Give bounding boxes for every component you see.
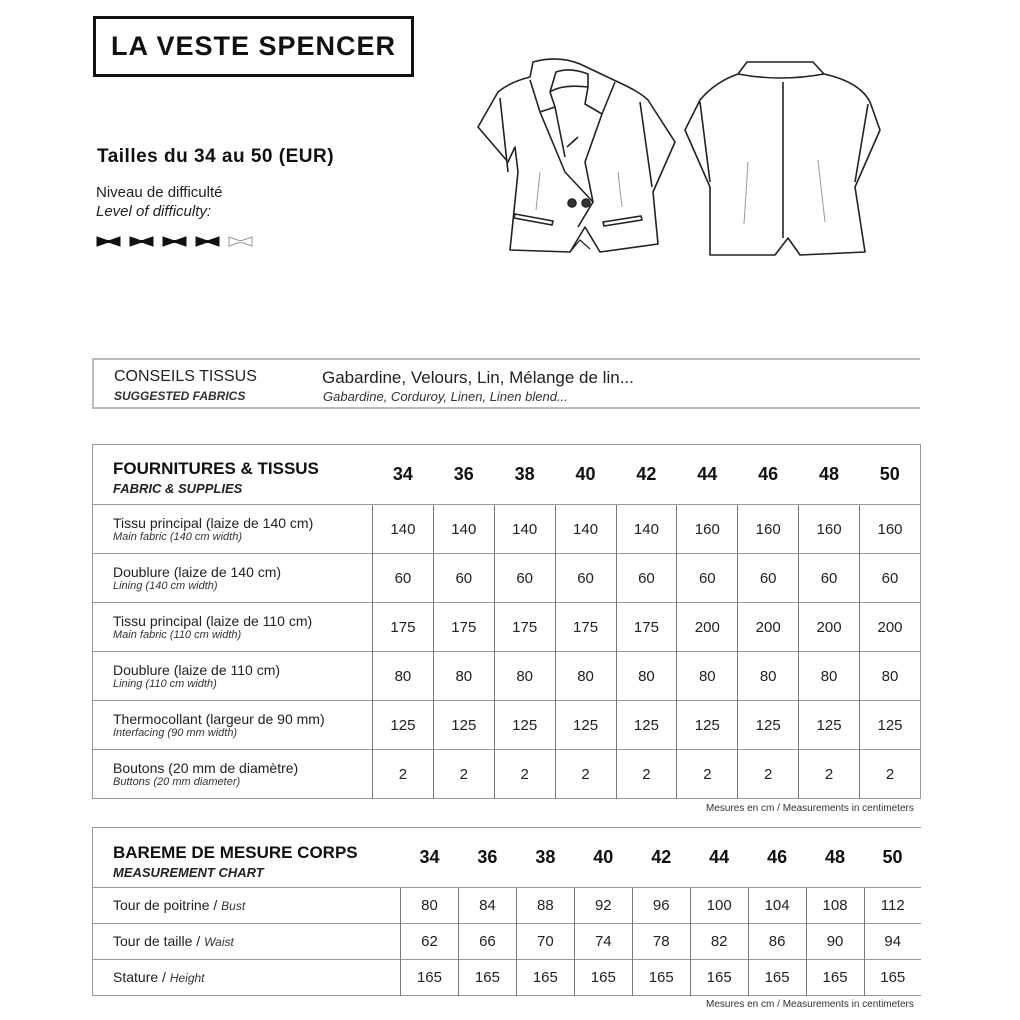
supplies-value-cell: 125 — [494, 701, 555, 750]
measurement-value-cell: 84 — [458, 888, 516, 924]
supplies-value-cell: 80 — [799, 652, 860, 701]
supplies-value-cell: 160 — [677, 505, 738, 554]
row-label-fr: Tour de poitrine / — [113, 896, 222, 913]
supplies-value-cell: 125 — [555, 701, 616, 750]
measurement-value-cell: 62 — [401, 924, 459, 960]
bowtie-icon-empty — [228, 236, 253, 247]
row-label-fr: Thermocollant (largeur de 90 mm) — [113, 711, 325, 727]
supplies-row — [93, 701, 921, 750]
supplies-value-cell: 2 — [677, 750, 738, 799]
measurement-size-header: 34 — [419, 847, 440, 867]
supplies-size-header: 48 — [819, 464, 840, 484]
supplies-value-cell: 2 — [494, 750, 555, 799]
measurement-value-cell: 112 — [864, 888, 921, 924]
measurement-value-cell: 66 — [458, 924, 516, 960]
fabrics-title-en: SUGGESTED FABRICS — [114, 389, 246, 403]
supplies-size-header: 40 — [575, 464, 596, 484]
supplies-value-cell: 2 — [555, 750, 616, 799]
supplies-title-cell — [93, 445, 373, 505]
supplies-row-label — [93, 603, 373, 652]
supplies-value-cell: 200 — [677, 603, 738, 652]
supplies-size-header: 34 — [392, 464, 413, 484]
supplies-table — [92, 444, 921, 799]
supplies-value-cell: 60 — [799, 554, 860, 603]
measurement-size-header: 48 — [825, 847, 846, 867]
supplies-value-cell: 125 — [616, 701, 677, 750]
supplies-value-cell: 160 — [799, 505, 860, 554]
measurement-value-cell: 70 — [516, 924, 574, 960]
fabrics-value-fr: Gabardine, Velours, Lin, Mélange de lin... — [322, 368, 634, 387]
supplies-size-header: 46 — [758, 464, 779, 484]
measurement-value-cell: 165 — [516, 960, 574, 996]
supplies-value-cell: 60 — [738, 554, 799, 603]
measurement-title-cell — [93, 828, 401, 888]
measurement-row-label — [93, 888, 401, 924]
difficulty-label-en: Level of difficulty: — [96, 203, 212, 220]
row-label-fr: Tissu principal (laize de 140 cm) — [113, 515, 314, 531]
supplies-value-cell: 60 — [555, 554, 616, 603]
measurement-value-cell: 165 — [806, 960, 864, 996]
supplies-value-cell: 2 — [860, 750, 921, 799]
supplies-value-cell: 175 — [616, 603, 677, 652]
row-label-en: Main fabric (110 cm width) — [113, 629, 242, 641]
measurement-row — [93, 888, 922, 924]
measurement-size-header: 40 — [593, 847, 614, 867]
measurement-value-cell: 88 — [516, 888, 574, 924]
measurement-size-header: 42 — [651, 847, 672, 867]
measurement-unit-note: Mesures en cm / Measurements in centimeters — [706, 999, 914, 1010]
supplies-value-cell: 80 — [433, 652, 494, 701]
supplies-value-cell: 140 — [555, 505, 616, 554]
row-label-fr: Boutons (20 mm de diamètre) — [113, 760, 299, 776]
bowtie-icon-filled — [162, 236, 187, 247]
measurement-value-cell: 80 — [401, 888, 459, 924]
jacket-front-sketch — [478, 59, 675, 252]
row-label-en: Buttons (20 mm diameter) — [113, 776, 241, 788]
measurement-row-label — [93, 924, 401, 960]
supplies-value-cell: 125 — [373, 701, 434, 750]
row-label-fr: Doublure (laize de 110 cm) — [113, 662, 281, 678]
supplies-value-cell: 125 — [860, 701, 921, 750]
bowtie-icon-filled — [96, 236, 121, 247]
size-range: Tailles du 34 au 50 (EUR) — [97, 146, 335, 167]
measurement-value-cell: 86 — [748, 924, 806, 960]
supplies-value-cell: 175 — [555, 603, 616, 652]
row-label-fr: Tissu principal (laize de 110 cm) — [113, 613, 313, 629]
measurement-row — [93, 924, 922, 960]
supplies-value-cell: 200 — [738, 603, 799, 652]
supplies-row-label — [93, 554, 373, 603]
supplies-value-cell: 175 — [433, 603, 494, 652]
supplies-row — [93, 505, 921, 554]
measurement-value-cell: 104 — [748, 888, 806, 924]
measurement-size-header: 46 — [767, 847, 788, 867]
difficulty-label-fr: Niveau de difficulté — [96, 184, 223, 201]
supplies-value-cell: 125 — [799, 701, 860, 750]
measurement-value-cell: 165 — [401, 960, 459, 996]
row-label-en: Bust — [221, 898, 246, 913]
supplies-value-cell: 160 — [860, 505, 921, 554]
measurement-value-cell: 165 — [748, 960, 806, 996]
fabrics-title-fr: CONSEILS TISSUS — [114, 368, 257, 385]
supplies-size-header: 36 — [453, 464, 474, 484]
row-label-en: Height — [169, 970, 205, 985]
supplies-row — [93, 554, 921, 603]
supplies-value-cell: 175 — [494, 603, 555, 652]
supplies-value-cell: 2 — [373, 750, 434, 799]
measurement-header-row — [93, 828, 922, 888]
supplies-value-cell: 140 — [433, 505, 494, 554]
measurement-size-header: 36 — [477, 847, 498, 867]
measurement-value-cell: 165 — [574, 960, 632, 996]
supplies-value-cell: 140 — [494, 505, 555, 554]
measurement-value-cell: 100 — [690, 888, 748, 924]
row-label-en: Lining (110 cm width) — [113, 678, 217, 690]
measurement-value-cell: 92 — [574, 888, 632, 924]
supplies-value-cell: 2 — [433, 750, 494, 799]
measurement-value-cell: 108 — [806, 888, 864, 924]
supplies-value-cell: 160 — [738, 505, 799, 554]
measurement-table — [92, 827, 921, 996]
supplies-value-cell: 60 — [433, 554, 494, 603]
measurement-value-cell: 78 — [632, 924, 690, 960]
measurement-value-cell: 165 — [458, 960, 516, 996]
supplies-value-cell: 2 — [738, 750, 799, 799]
fabrics-value-en: Gabardine, Corduroy, Linen, Linen blend... — [323, 389, 568, 404]
supplies-header-row — [93, 445, 921, 505]
supplies-value-cell: 125 — [433, 701, 494, 750]
measurement-value-cell: 165 — [864, 960, 921, 996]
measurement-row-label — [93, 960, 401, 996]
page-title: LA VESTE SPENCER — [110, 31, 397, 61]
row-label-fr: Doublure (laize de 140 cm) — [113, 564, 282, 580]
measurement-size-header: 38 — [535, 847, 556, 867]
measurement-size-header: 50 — [882, 847, 903, 867]
supplies-row-label — [93, 505, 373, 554]
supplies-value-cell: 80 — [494, 652, 555, 701]
supplies-value-cell: 2 — [616, 750, 677, 799]
supplies-row-label — [93, 701, 373, 750]
supplies-value-cell: 60 — [373, 554, 434, 603]
supplies-value-cell: 175 — [373, 603, 434, 652]
suggested-fabrics-box — [92, 358, 920, 409]
measurement-size-header: 44 — [709, 847, 730, 867]
supplies-size-header: 50 — [879, 464, 900, 484]
supplies-value-cell: 60 — [860, 554, 921, 603]
supplies-value-cell: 200 — [799, 603, 860, 652]
supplies-value-cell: 80 — [677, 652, 738, 701]
supplies-value-cell: 140 — [373, 505, 434, 554]
measurement-value-cell: 94 — [864, 924, 921, 960]
supplies-value-cell: 80 — [373, 652, 434, 701]
measurement-title-en: MEASUREMENT CHART — [113, 865, 264, 880]
supplies-row-label — [93, 652, 373, 701]
measurement-value-cell: 74 — [574, 924, 632, 960]
supplies-value-cell: 80 — [555, 652, 616, 701]
row-label-fr: Stature / — [113, 968, 170, 985]
supplies-value-cell: 80 — [738, 652, 799, 701]
measurement-value-cell: 90 — [806, 924, 864, 960]
jacket-back-sketch — [685, 62, 880, 255]
supplies-size-header: 44 — [697, 464, 718, 484]
supplies-value-cell: 60 — [494, 554, 555, 603]
supplies-size-header: 38 — [514, 464, 535, 484]
supplies-title-en: FABRIC & SUPPLIES — [113, 481, 243, 496]
supplies-value-cell: 125 — [677, 701, 738, 750]
row-label-en: Waist — [204, 934, 234, 949]
supplies-value-cell: 140 — [616, 505, 677, 554]
measurement-value-cell: 82 — [690, 924, 748, 960]
supplies-row — [93, 750, 921, 799]
supplies-size-header: 42 — [636, 464, 657, 484]
difficulty-rating — [96, 236, 253, 247]
supplies-row-label — [93, 750, 373, 799]
measurement-value-cell: 165 — [632, 960, 690, 996]
supplies-value-cell: 2 — [799, 750, 860, 799]
supplies-unit-note: Mesures en cm / Measurements in centimeters — [706, 803, 914, 814]
supplies-value-cell: 60 — [616, 554, 677, 603]
row-label-fr: Tour de taille / — [113, 932, 205, 949]
row-label-en: Main fabric (140 cm width) — [113, 531, 242, 543]
measurement-value-cell: 165 — [690, 960, 748, 996]
supplies-row — [93, 603, 921, 652]
title-box — [93, 16, 414, 77]
supplies-value-cell: 80 — [616, 652, 677, 701]
row-label-en: Lining (140 cm width) — [113, 580, 218, 592]
supplies-title-fr: FOURNITURES & TISSUS — [113, 459, 319, 478]
measurement-row — [93, 960, 922, 996]
supplies-value-cell: 60 — [677, 554, 738, 603]
row-label-en: Interfacing (90 mm width) — [113, 727, 238, 739]
supplies-value-cell: 80 — [860, 652, 921, 701]
supplies-value-cell: 125 — [738, 701, 799, 750]
bowtie-icon-filled — [195, 236, 220, 247]
supplies-value-cell: 200 — [860, 603, 921, 652]
jacket-sketches — [470, 52, 890, 272]
supplies-row — [93, 652, 921, 701]
bowtie-icon-filled — [129, 236, 154, 247]
measurement-title-fr: BAREME DE MESURE CORPS — [113, 843, 358, 862]
measurement-value-cell: 96 — [632, 888, 690, 924]
